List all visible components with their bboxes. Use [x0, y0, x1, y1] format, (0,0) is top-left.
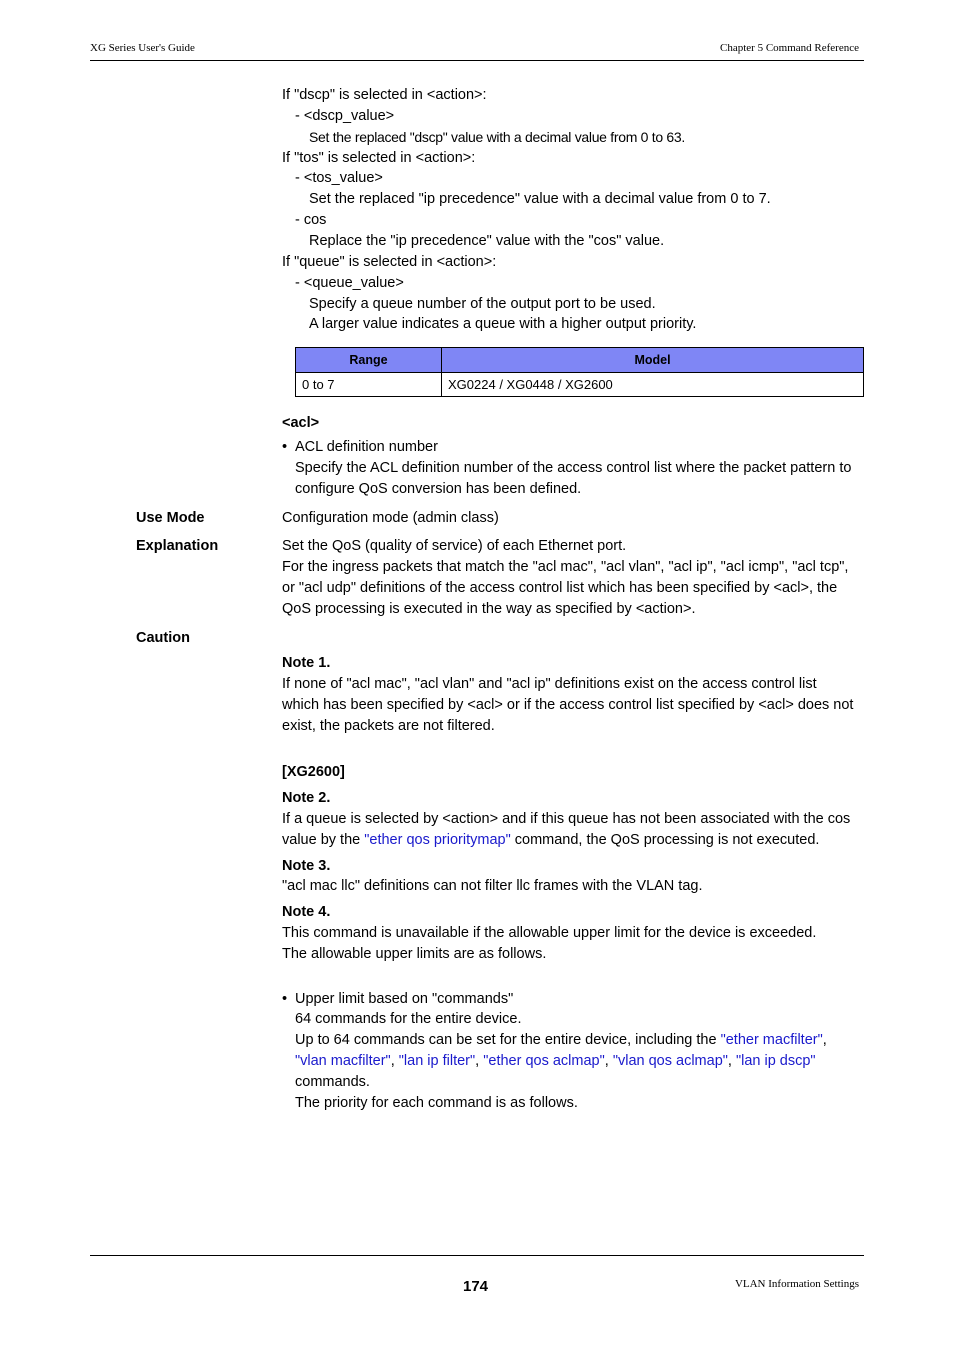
- header-left: XG Series User's Guide: [90, 42, 195, 54]
- queue-if: If "queue" is selected in <action>:: [282, 254, 497, 270]
- queue-desc-2: A larger value indicates a queue with a higher output priority.: [309, 316, 697, 332]
- dscp-desc: Set the replaced "dscp" value with a decimal value from 0 to 63.: [309, 129, 685, 145]
- acl-heading: <acl>: [282, 415, 320, 431]
- comma: ,: [822, 1032, 827, 1048]
- note3-line: "acl mac llc" definitions can not filter llc frames with the VLAN tag.: [282, 878, 703, 894]
- vlan-macfilter-link[interactable]: "vlan macfilter": [295, 1053, 391, 1069]
- limit-text-a: Up to 64 commands can be set for the entire device, including the: [295, 1032, 721, 1048]
- comma: ,: [604, 1053, 609, 1069]
- note1-line-2: which has been specified by <acl> or if the access control list specified by <acl> does not: [282, 697, 854, 713]
- note3-title: Note 3.: [282, 858, 331, 874]
- note1-line-3: exist, the packets are not filtered.: [282, 718, 495, 734]
- limit-line-5: The priority for each command is as follows.: [295, 1095, 578, 1111]
- limit-line-3: [295, 1053, 816, 1069]
- note2-line-2: [282, 832, 819, 848]
- use-mode-text: Configuration mode (admin class): [282, 510, 499, 526]
- limit-bullet-marker: •: [282, 991, 288, 1007]
- model-header: Model: [442, 348, 864, 373]
- range-cell: 0 to 7: [296, 373, 442, 397]
- explanation-line-2: For the ingress packets that match the "acl mac", "acl vlan", "acl ip", "acl icmp", "acl tcp",: [282, 559, 849, 575]
- note2-text-b: command, the QoS processing is not executed.: [510, 832, 820, 848]
- range-header: Range: [296, 348, 442, 373]
- note4-title: Note 4.: [282, 904, 331, 920]
- ether-qos-prioritymap-link[interactable]: "ether qos prioritymap": [364, 832, 511, 848]
- comma: ,: [390, 1053, 395, 1069]
- note2-text-a: value by the: [282, 832, 365, 848]
- comma: ,: [727, 1053, 732, 1069]
- explanation-line-4: QoS processing is executed in the way as specified by <action>.: [282, 601, 696, 617]
- model-cell: XG0224 / XG0448 / XG2600: [442, 373, 864, 397]
- caution-label: Caution: [136, 630, 190, 646]
- header-right: Chapter 5 Command Reference: [720, 42, 859, 54]
- ether-macfilter-link[interactable]: "ether macfilter": [720, 1032, 823, 1048]
- acl-desc-1: Specify the ACL definition number of the access control list where the packet pattern to: [295, 460, 852, 476]
- dscp-item: - <dscp_value>: [295, 108, 395, 124]
- use-mode-label: Use Mode: [136, 510, 205, 526]
- note2-line-1: If a queue is selected by <action> and if this queue has not been associated with the cos: [282, 811, 851, 827]
- ether-qos-aclmap-link[interactable]: "ether qos aclmap": [483, 1053, 605, 1069]
- explanation-line-3: or "acl udp" definitions of the access control list which has been specified by <acl>, the: [282, 580, 838, 596]
- range-table: [295, 347, 864, 397]
- lan-ip-filter-link[interactable]: "lan ip filter": [398, 1053, 476, 1069]
- footer-rule: [90, 1255, 864, 1256]
- limit-line-1: 64 commands for the entire device.: [295, 1011, 522, 1027]
- queue-item: - <queue_value>: [295, 275, 404, 291]
- vlan-qos-aclmap-link[interactable]: "vlan qos aclmap": [612, 1053, 728, 1069]
- tos-item: - <tos_value>: [295, 170, 383, 186]
- acl-desc-2: configure QoS conversion has been defined.: [295, 481, 582, 497]
- comma: ,: [475, 1053, 480, 1069]
- queue-desc-1: Specify a queue number of the output port to be used.: [309, 296, 656, 312]
- note1-title: Note 1.: [282, 655, 331, 671]
- tos-if: If "tos" is selected in <action>:: [282, 150, 476, 166]
- header-rule: [90, 60, 864, 61]
- limit-line-2: [295, 1032, 827, 1048]
- note2-title: Note 2.: [282, 790, 331, 806]
- note1-line-1: If none of "acl mac", "acl vlan" and "acl ip" definitions exist on the access control list: [282, 676, 817, 692]
- note4-line-2: The allowable upper limits are as follows.: [282, 946, 547, 962]
- explanation-label: Explanation: [136, 538, 219, 554]
- table-row: [296, 373, 864, 397]
- explanation-line-1: Set the QoS (quality of service) of each Ethernet port.: [282, 538, 627, 554]
- acl-bullet-marker: •: [282, 439, 288, 455]
- acl-bullet: ACL definition number: [295, 439, 438, 455]
- dscp-if: If "dscp" is selected in <action>:: [282, 87, 487, 103]
- footer-right: VLAN Information Settings: [734, 1278, 859, 1290]
- limit-line-4: commands.: [295, 1074, 370, 1090]
- limit-bullet: Upper limit based on "commands": [295, 991, 514, 1007]
- tos-desc: Set the replaced "ip precedence" value with a decimal value from 0 to 7.: [309, 191, 771, 207]
- note4-line-1: This command is unavailable if the allowable upper limit for the device is exceeded.: [282, 925, 817, 941]
- cos-desc: Replace the "ip precedence" value with the "cos" value.: [309, 233, 665, 249]
- lan-ip-dscp-link[interactable]: "lan ip dscp": [735, 1053, 816, 1069]
- xg2600-heading: [XG2600]: [282, 764, 345, 780]
- cos-item: - cos: [295, 212, 327, 228]
- page-number: 174: [463, 1278, 489, 1295]
